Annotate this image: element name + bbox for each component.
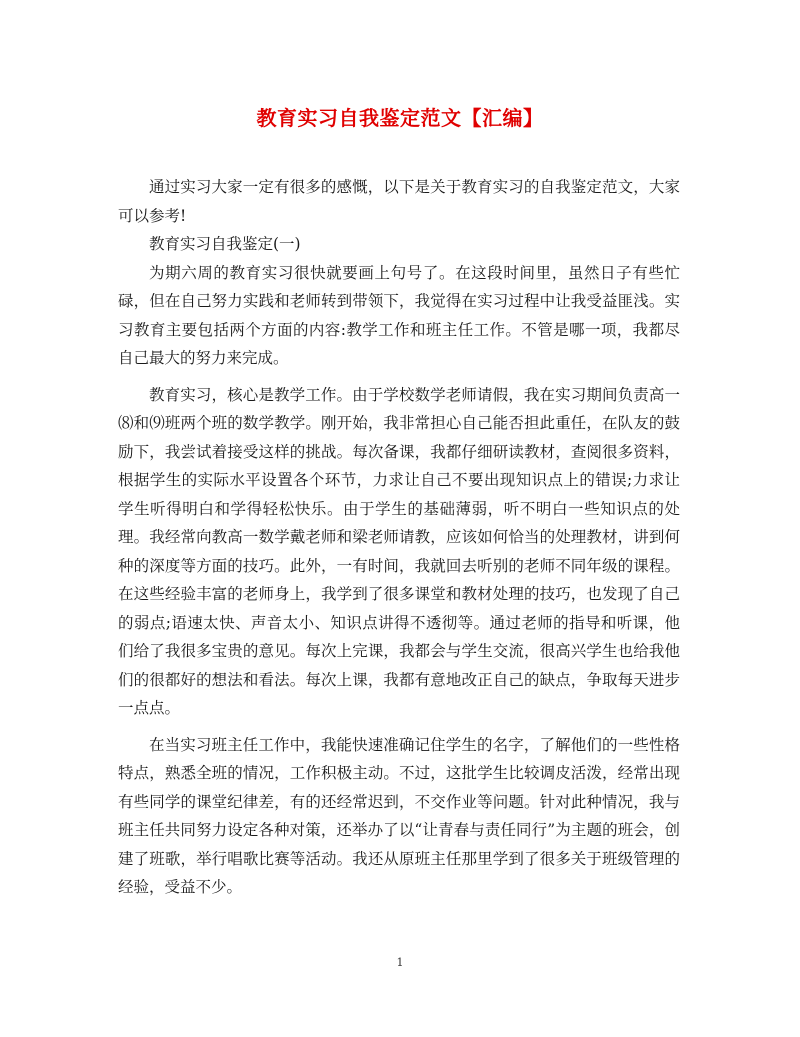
body-paragraph: 教育实习，核心是教学工作。由于学校数学老师请假，我在实习期间负责高一⑻和⑼班两个班的数学教学。刚开始，我非常担心自己能否担此重任，在队友的鼓励下，我尝试着接受这样的挑战。每次备课，我都仔细研读教材，查阅很多资料，根据学生的实际水平设置各个环节，力求让自己不要出现知识点上的错误;力求让学生听得明白和学得轻松快乐。由于学生的基础薄弱，听不明白一些知识点的处理。我经常向教高一数学戴老师和梁老师请教，应该如何恰当的处理教材，讲到何种的深度等方面的技巧。此外，一有时间，我就回去听别的老师不同年级的课程。在这些经验丰富的老师身上，我学到了很多课堂和教材处理的技巧，也发现了自己的弱点;语速太快、声音太小、知识点讲得不透彻等。通过老师的指导和听课，他们给了我很多宝贵的意见。每次上完课，我都会与学生交流，很高兴学生也给我他们的很都好的想法和看法。每次上课，我都有意地改正自己的缺点，争取每天进步一点点。 [118,385,680,717]
document-title: 教育实习自我鉴定范文【汇编】 [256,106,544,130]
body-paragraph: 为期六周的教育实习很快就要画上句号了。在这段时间里，虽然日子有些忙碌，但在自己努力实践和老师转到带领下，我觉得在实习过程中让我受益匪浅。实习教育主要包括两个方面的内容:教学工作和班主任工作。不管是哪一项，我都尽自己最大的努力来完成。 [118,263,680,367]
intro-paragraph: 通过实习大家一定有很多的感慨，以下是关于教育实习的自我鉴定范文，大家可以参考! [118,178,680,225]
document-body [118,173,680,902]
section-heading: 教育实习自我鉴定(一) [149,235,301,253]
body-paragraph: 在当实习班主任工作中，我能快速准确记住学生的名字，了解他们的一些性格特点，熟悉全班的情况，工作积极主动。不过，这批学生比较调皮活泼，经常出现有些同学的课堂纪律差，有的还经常迟到，不交作业等问题。针对此种情况，我与班主任共同努力设定各种对策，还举办了以“让青春与责任同行”为主题的班会，创建了班歌，举行唱歌比赛等活动。我还从原班主任那里学到了很多关于班级管理的经验，受益不少。 [118,735,680,896]
page-number: 1 [396,956,404,969]
